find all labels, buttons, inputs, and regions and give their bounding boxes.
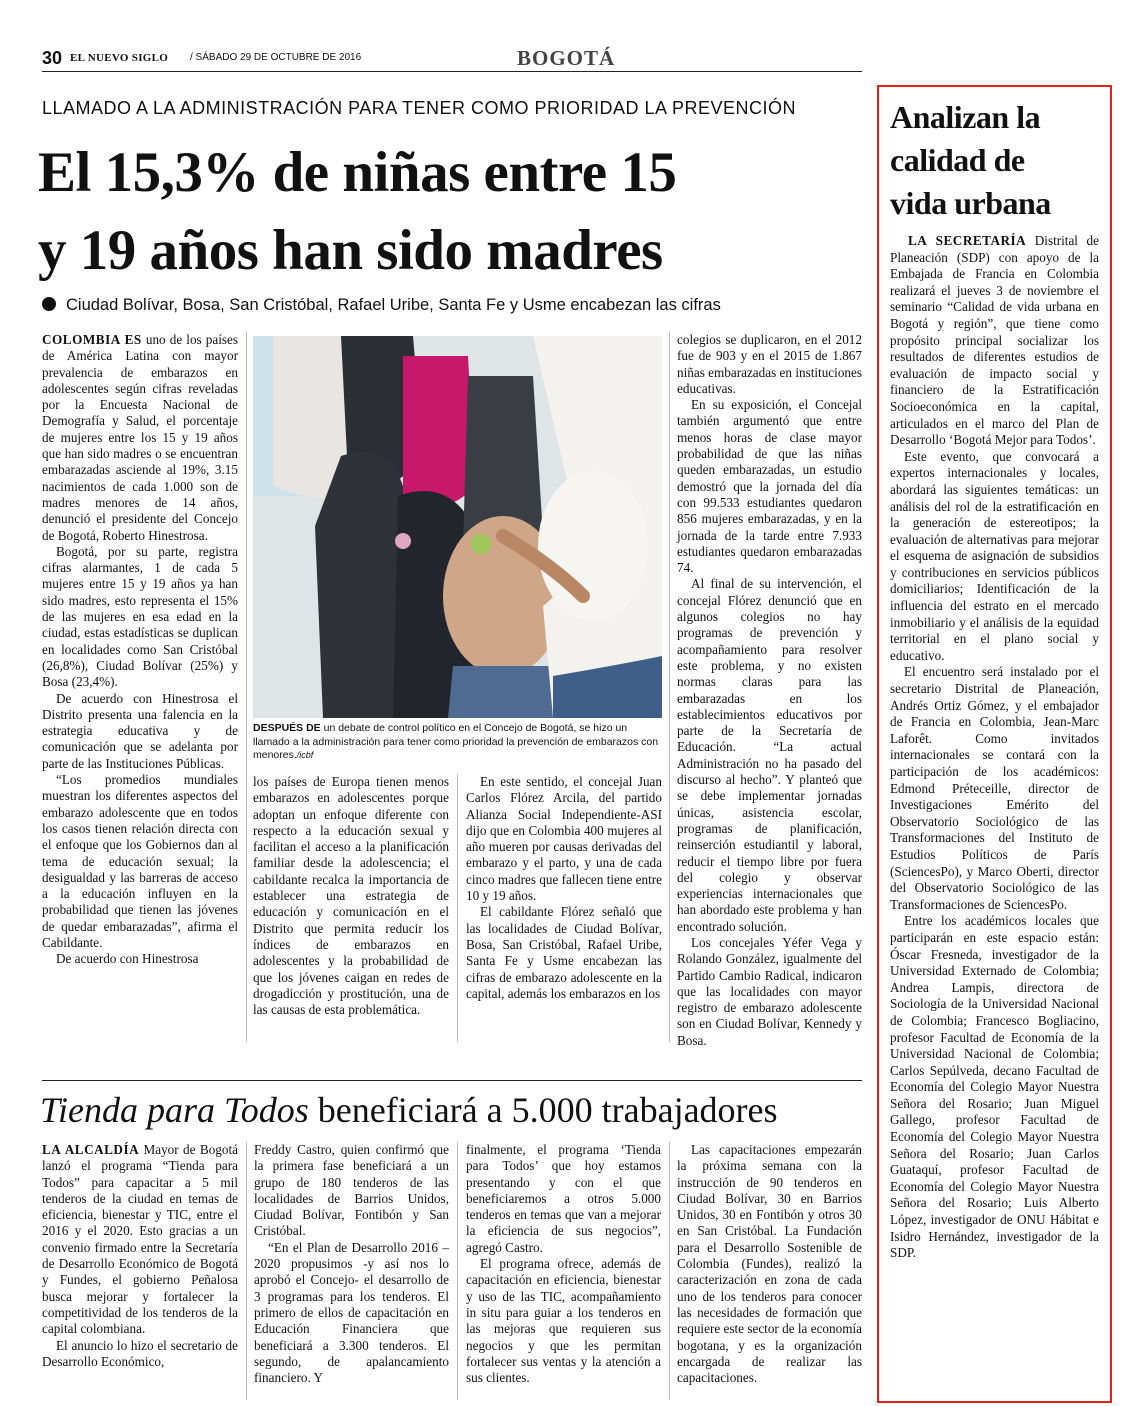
sidebar-title-line: vida urbana <box>890 185 1051 221</box>
headline-italic: Tienda para Todos <box>40 1090 309 1130</box>
paragraph: Freddy Castro, quien confirmó que la primera fase beneficiará a un grupo de 180 tenderos de las localidades de Barrios Unidos, Ciudad Bolívar, Fontibón y San Cristóbal. <box>254 1142 449 1239</box>
paragraph: “Los promedios mundiales muestran los diferentes aspectos del embarazo adolescente que en todos los casos tienen relación directa con el enfoque que los Gobiernos dan al tema de educación sexual; la desigualdad y las barreras de acceso a la educación influyen en la probabilidad que tienen las jóvenes de quedar embarazadas”, afirma el Cabildante. <box>42 772 238 950</box>
column-divider <box>246 1142 247 1400</box>
paragraph: los países de Europa tienen menos embarazos en adolescentes porque adoptan un enfoque diferente con respecto a la educación sexual y facilitan el acceso a la planificación familiar desde la adolescencia; el cabildante recalca la importancia de establecer una estrategia de educación y comunicación en el Distrito que permita reducir los índices de embarazos en adolescentes y la probabilidad de que los jóvenes caigan en redes de drogadicción y prostitución, una de las causas de esta problemática. <box>253 774 449 1018</box>
paragraph: De acuerdo con Hinestrosa el Distrito presenta una falencia en la estrategia educativa y de comunicación que se adelanta por parte de las Instituciones Públicas. <box>42 690 238 771</box>
article2-column-2 <box>254 1142 449 1386</box>
lead-in: COLOMBIA ES <box>42 332 142 347</box>
lead-in: LA ALCALDÍA <box>42 1142 140 1157</box>
article2-column-1 <box>42 1142 238 1370</box>
newspaper-name: EL NUEVO SIGLO <box>70 52 169 64</box>
caption-lead: DESPUÉS DE <box>253 722 321 734</box>
paragraph: uno de los países de América Latina con mayor prevalencia de embarazos en adolescentes según cifras reveladas por la Encuesta Nacional de Demografía y Salud, el porcentaje de mujeres entre los 15 y 19 años que han sido madres o se encuentran embarazadas asciende al 19%, 3.15 nacimientos de cada 1.000 son de madres menores de 14 años, denunció el presidente del Concejo de Bogotá, Roberto Hinestrosa. <box>42 332 238 543</box>
article-column-1 <box>42 332 238 968</box>
paragraph: El anuncio lo hizo el secretario de Desarrollo Económico, <box>42 1337 238 1369</box>
paragraph: finalmente, el programa ‘Tienda para Todos’ que hoy estamos presentando y con el que beneficiaremos a otros 5.000 tenderos en temas que van a mejorar la eficiencia de sus negocios”, agregó Castro. <box>466 1142 661 1255</box>
article-column-3 <box>466 774 662 1002</box>
article-divider <box>42 1080 862 1081</box>
column-divider <box>669 332 670 1042</box>
headline-rest: beneficiará a 5.000 trabajadores <box>308 1090 778 1130</box>
article-photo <box>253 336 662 718</box>
publication-date: / SÁBADO 29 DE OCTUBRE DE 2016 <box>190 52 362 63</box>
pregnant-women-photo <box>253 336 662 718</box>
paragraph: Entre los académicos locales que participarán en este espacio están: Óscar Fresneda, investigador de la Universidad Externado de Colombia; Andrea Lampis, directora de Sociología de la Universidad Nacional de Colombia; Francesco Bogliacino, profesor Facultad de Economía de la Universidad Nacional de Colombia; Carlos Sepúlveda, decano Facultad de Economía del Colegio Mayor Nuestra Señora del Rosario; Juan Miguel Gallego, profesor Facultad de Economía del Colegio Mayor Nuestra Señora del Rosario; Juan Carlos Guataquí, profesor Facultad de Economía del Colegio Mayor Nuestra Señora del Rosario; Luis Alberto López, investigador de ONU Hábitat e Isidro Hernández, investigador de la SDP. <box>890 913 1099 1261</box>
headline-line-2: y 19 años han sido madres <box>38 219 663 282</box>
sidebar-title-line: Analizan la <box>890 99 1041 135</box>
article-kicker: LLAMADO A LA ADMINISTRACIÓN PARA TENER COMO PRIORIDAD LA PREVENCIÓN <box>42 98 797 118</box>
sidebar-title-line: calidad de <box>890 142 1025 178</box>
caption-text: un debate de control político en el Concejo de Bogotá, se hizo un llamado a la administración para tener como prioridad la prevención de embarazos con menores. <box>253 722 659 761</box>
header-rule <box>42 71 862 72</box>
article2-column-3 <box>466 1142 661 1386</box>
paragraph: Este evento, que convocará a expertos internacionales y locales, abordará las siguientes temáticas: un análisis del rol de la estratificación en la generación de estereotipos; la evaluación de alternativas para mejorar el esquema de asignación de subsidios y contribuciones en servicios públicos domiciliarios; Identificación de la influencia del estrato en el mercado inmobiliario y el análisis de la equidad territorial en el plano social y educativo. <box>890 448 1099 663</box>
paragraph: Distrital de Planeación (SDP) con apoyo de la Embajada de Francia en Colombia realizará el jueves 3 de noviembre el seminario “Calidad de vida urbana en Bogotá y región”, que tiene como propósito principal socializar los resultados de diferentes estudios de evaluación de impacto social y financiero de la Estratificación Socioeconómica en la capital, articulados en el marco del Plan de Desarrollo ‘Bogotá Mejor para Todos’. <box>890 233 1099 448</box>
paragraph: Los concejales Yéfer Vega y Rolando González, igualmente del Partido Cambio Radical, indicaron que las localidades con mayor registro de embarazo adolescente son en Ciudad Bolívar, Kennedy y Bosa. <box>677 934 862 1048</box>
article-column-4 <box>677 332 862 1049</box>
paragraph: El encuentro será instalado por el secretario Distrital de Planeación, Andrés Ortiz Gómez, y el embajador de Francia en Colombia, Jean-Marc Laforêt. Como invitados internacionales se contará con la participación de los académicos: Edmond Préteceille, director de Investigaciones Emérito del Observatorio Sociológico de las Transformaciones del Instituto de Estudios Políticos de París (SciencesPo), y Marco Oberti, director del Observatorio Sociológico de las Transformaciones de SciencesPo. <box>890 664 1099 912</box>
paragraph: El programa ofrece, además de capacitación en eficiencia, bienestar y uso de las TIC, acompañamiento in situ para guiar a los tenderos en las mejoras que requieren sus negocios y que les permitan fortalecer sus ventas y la atención a sus clientes. <box>466 1256 661 1386</box>
column-divider <box>246 332 247 1042</box>
bullet-icon <box>42 297 56 311</box>
article-subhead <box>42 296 721 315</box>
paragraph: colegios se duplicaron, en el 2012 fue de 903 y en el 2015 de 1.867 niñas embarazadas en instituciones educativas. <box>677 332 862 396</box>
paragraph: “En el Plan de Desarrollo 2016 – 2020 propusimos -y así nos lo aprobó el Concejo- el desarrollo de 3 programas para los tenderos. El primero de ellos de capacitación en Educación Financiera que beneficiará a 3.300 tenderos. El segundo, de apalancamiento financiero. Y <box>254 1239 449 1386</box>
section-name: BOGOTÁ <box>517 46 616 70</box>
subhead-text: Ciudad Bolívar, Bosa, San Cristóbal, Rafael Uribe, Santa Fe y Usme encabezan las cifras <box>66 296 721 314</box>
article2-column-4 <box>677 1142 862 1386</box>
paragraph: Las capacitaciones empezarán la próxima semana con la instrucción de 90 tenderos en Ciudad Bolívar, 30 en Barrios Unidos, 30 en Fontibón y otros 30 en San Cristóbal. La Fundación para el Desarrollo Sostenible de Colombia (Fundes), realizó la caracterización en zona de cada uno de los tenderos para conocer las necesidades de formación que requiere este sector de la economía bogotana, y es la organización encargada de realizar las capacitaciones. <box>677 1142 862 1386</box>
page-number: 30 <box>42 48 63 68</box>
article-headline <box>38 134 858 290</box>
paragraph: Al final de su intervención, el concejal Flórez denunció que en algunos colegios no hay programas de prevención y acompañamiento para resolver este problema, y no existen normas claras para las embarazadas en los establecimientos educativos por parte de la Secretaría de Educación. “La actual Administración no ha pasado del discurso al hecho”. Y planteó que se debe implementar jornadas únicas, asistencia escolar, programas de planificación, reinserción estudiantil y laboral, reducir el tiempo libre por fuera del colegio y observar experiencias internacionales que han abordado este problema y han encontrado solución. <box>677 576 862 934</box>
paragraph: Mayor de Bogotá lanzó el programa “Tienda para Todos” para capacitar a 5 mil tenderos de la ciudad en temas de eficiencia, bienestar y TIC, entre el 2016 y el 2020. Esto gracias a un convenio firmado entre la Secretaría de Desarrollo Económico de Bogotá y Fundes, el gobierno Peñalosa busca mejorar y fortalecer la competitividad de los tenderos de la capital colombiana. <box>42 1142 238 1337</box>
sidebar-body <box>890 233 1099 1262</box>
column-divider <box>457 774 458 1042</box>
paragraph: De acuerdo con Hinestrosa <box>56 951 199 967</box>
page-header <box>42 46 862 74</box>
photo-credit: /icbf <box>296 750 314 760</box>
photo-caption <box>253 722 662 763</box>
column-divider <box>457 1142 458 1400</box>
article2-headline <box>40 1088 870 1132</box>
paragraph: El cabildante Flórez señaló que las localidades de Ciudad Bolívar, Bosa, San Cristóbal, Rafael Uribe, Santa Fe y Usme encabezan las cifras de embarazo adolescente en la capital, además los embarazos en los <box>466 904 662 1001</box>
paragraph: En su exposición, el Concejal también argumentó que entre menos horas de clase mayor probabilidad de que las niñas queden embarazadas, un estudio demostró que la jornada del día con 99.533 estudiantes quedaron 856 mujeres embarazadas, y en la jornada de la tarde entre 7.933 estudiantes quedaron embarazadas 74. <box>677 397 862 576</box>
column-divider <box>669 1142 670 1400</box>
paragraph: Bogotá, por su parte, registra cifras alarmantes, 1 de cada 5 mujeres entre 15 y 19 años ya han sido madres, esto representa el 15% de las mujeres en esa edad en la ciudad, estas estadísticas se duplican en localidades como San Cristóbal (26,8%), Ciudad Bolívar (25%) y Bosa (23,4%). <box>42 543 238 690</box>
paragraph: En este sentido, el concejal Juan Carlos Flórez Arcila, del partido Alianza Social Independiente-ASI dijo que en Colombia 400 mujeres al año mueren por causas derivadas del embarazo y el parto, y una de cada cinco madres que fallecen tiene entre 10 y 19 años. <box>466 774 662 904</box>
article-column-2 <box>253 774 449 1018</box>
sidebar-title <box>890 96 1100 225</box>
lead-in: LA SECRETARÍA <box>908 233 1027 248</box>
headline-line-1: El 15,3% de niñas entre 15 <box>38 141 677 204</box>
